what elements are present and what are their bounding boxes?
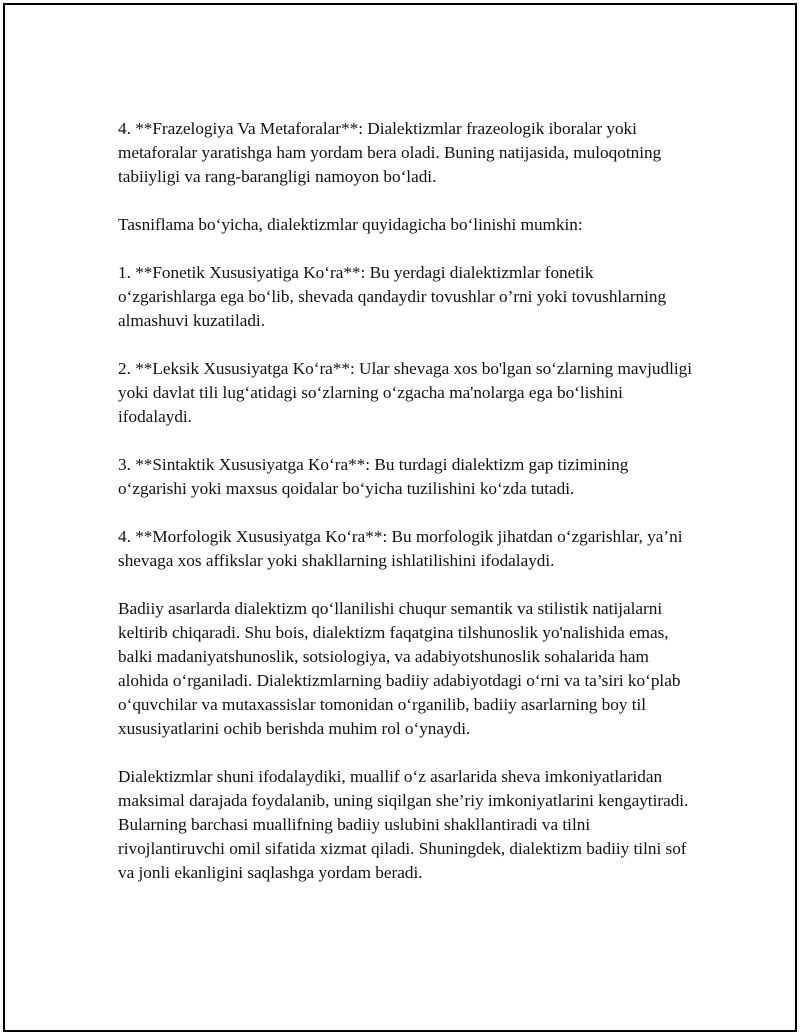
paragraph-fonetik: 1. **Fonetik Xususiyatiga Ko‘ra**: Bu yerdagi dialektizmlar fonetik o‘zgarishlarga ega bo‘lib, shevada qandaydir tovushlar o’rni yoki tovushlarning almashuvi kuzatiladi.: [118, 263, 667, 330]
paragraph-badiiy-asarlar: Badiiy asarlarda dialektizm qo‘llanilishi chuqur semantik va stilistik natijalarni keltirib chiqaradi. Shu bois, dialektizm faqatgina tilshunoslik yo'nalishida emas, balki madaniyatshunoslik, sotsiologiya, va adabiyotshunoslik sohalarida ham alohida o‘rganiladi. Dialektizmlarning badiiy adabiyotdagi o‘rni va ta’siri ko‘plab o‘quvchilar va mutaxassislar tomonidan o‘rganilib, badiiy asarlarning boy til xususiyatlarini ochib berishda muhim rol o‘ynaydi.: [118, 599, 681, 738]
paragraph-leksik: 2. **Leksik Xususiyatga Ko‘ra**: Ular shevaga xos bo'lgan so‘zlarning mavjudligi yoki davlat tili lug‘atidagi so‘zlarning o‘zgacha ma'nolarga ega bo‘lishini ifodalaydi.: [118, 359, 692, 426]
paragraph-frazelogiya: 4. **Frazelogiya Va Metaforalar**: Dialektizmlar frazeologik iboralar yoki metaforalar yaratishga ham yordam bera oladi. Buning natijasida, muloqotning tabiiyligi va rang-barangligi namoyon bo‘ladi.: [118, 119, 662, 186]
paragraph-xulosa: Dialektizmlar shuni ifodalaydiki, muallif o‘z asarlarida sheva imkoniyatlaridan maksimal darajada foydalanib, uning siqilgan she’riy imkoniyatlarini kengaytiradi. Bularning barchasi muallifning badiiy uslubini shakllantiradi va tilni rivojlantiruvchi omil sifatida xizmat qiladi. Shuningdek, dialektizm badiiy tilni sof va jonli ekanligini saqlashga yordam beradi.: [118, 767, 689, 882]
document-body: [118, 117, 693, 885]
paragraph-sintaktik: 3. **Sintaktik Xususiyatga Ko‘ra**: Bu turdagi dialektizm gap tizimining o‘zgarishi yoki maxsus qoidalar bo‘yicha tuzilishini ko‘zda tutadi.: [118, 455, 629, 498]
paragraph-morfologik: 4. **Morfologik Xususiyatga Ko‘ra**: Bu morfologik jihatdan o‘zgarishlar, ya’ni shevaga xos affikslar yoki shakllarning ishlatilishini ifodalaydi.: [118, 527, 683, 570]
paragraph-tasniflama: Tasniflama bo‘yicha, dialektizmlar quyidagicha bo‘linishi mumkin:: [118, 215, 583, 234]
